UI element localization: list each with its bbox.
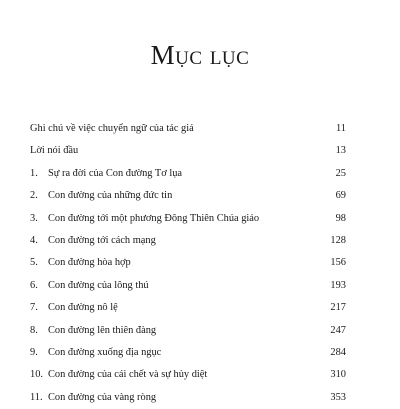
toc-entry-page: 98 (335, 212, 346, 224)
toc-entry-number: 7. (30, 302, 38, 314)
toc-entry (30, 275, 346, 297)
toc-entry-number: 11. (30, 391, 43, 403)
toc-entry-page: 128 (330, 234, 346, 246)
toc-entry (30, 320, 346, 342)
toc-entry-label: Con đường tới một phương Đông Thiên Chúa giáo (48, 212, 260, 224)
toc-entry-label: Con đường của lông thú (48, 279, 149, 291)
toc-entry-number: 4. (30, 234, 38, 246)
toc-entry (30, 230, 346, 252)
toc-entry (30, 163, 346, 185)
toc-entry (30, 342, 346, 364)
toc-entry-page: 156 (330, 257, 346, 269)
toc-entry (30, 387, 346, 409)
toc-entry-page: 284 (330, 346, 346, 358)
toc-entry-number: 5. (30, 257, 38, 269)
toc-entry-number: 1. (30, 167, 38, 179)
toc-entry-label: Con đường của vàng ròng (48, 391, 157, 403)
toc-entry-label: Con đường tới cách mạng (48, 234, 156, 246)
toc-entry-page: 217 (330, 302, 346, 314)
toc-entry-label: Ghi chú về việc chuyển ngữ của tác giả (30, 123, 194, 134)
toc-entry-page: 25 (335, 167, 346, 179)
toc-entry (30, 252, 346, 274)
toc-entry-page: 193 (330, 279, 346, 291)
toc-entry-page: 13 (335, 145, 346, 157)
toc-entry-number: 2. (30, 190, 38, 202)
toc-entry-page: 353 (330, 391, 346, 403)
toc-entry (30, 208, 346, 230)
toc-entry-page: 247 (330, 324, 346, 336)
toc-entry-label: Con đường xuống địa ngục (48, 346, 162, 358)
toc-entry-label: Con đường lên thiên đàng (48, 324, 157, 336)
toc-entry-label: Con đường hòa hợp (48, 257, 131, 269)
page-title: Mục lục (150, 40, 250, 70)
toc-entry-label: Con đường nô lệ (48, 302, 118, 314)
toc-entry-label: Con đường của cái chết và sự hủy diệt (48, 369, 208, 381)
toc-entry-number: 10. (30, 369, 43, 381)
table-of-contents (30, 118, 346, 409)
toc-entry-number: 9. (30, 346, 38, 358)
toc-entry (30, 364, 346, 386)
toc-entry (30, 185, 346, 207)
toc-entry-label: Lời nói đầu (30, 145, 79, 157)
toc-entry-number: 3. (30, 212, 38, 224)
toc-entry-label: Sự ra đời của Con đường Tơ lụa (48, 167, 183, 179)
toc-entry-page: 69 (335, 190, 346, 202)
toc-entry-label: Con đường của những đức tin (48, 190, 173, 202)
toc-entry (30, 140, 346, 162)
toc-entry-page: 11 (335, 123, 346, 134)
toc-entry-number: 6. (30, 279, 38, 291)
toc-entry-page: 310 (330, 369, 346, 381)
toc-entry (30, 118, 346, 140)
toc-entry (30, 297, 346, 319)
toc-entry-number: 8. (30, 324, 38, 336)
